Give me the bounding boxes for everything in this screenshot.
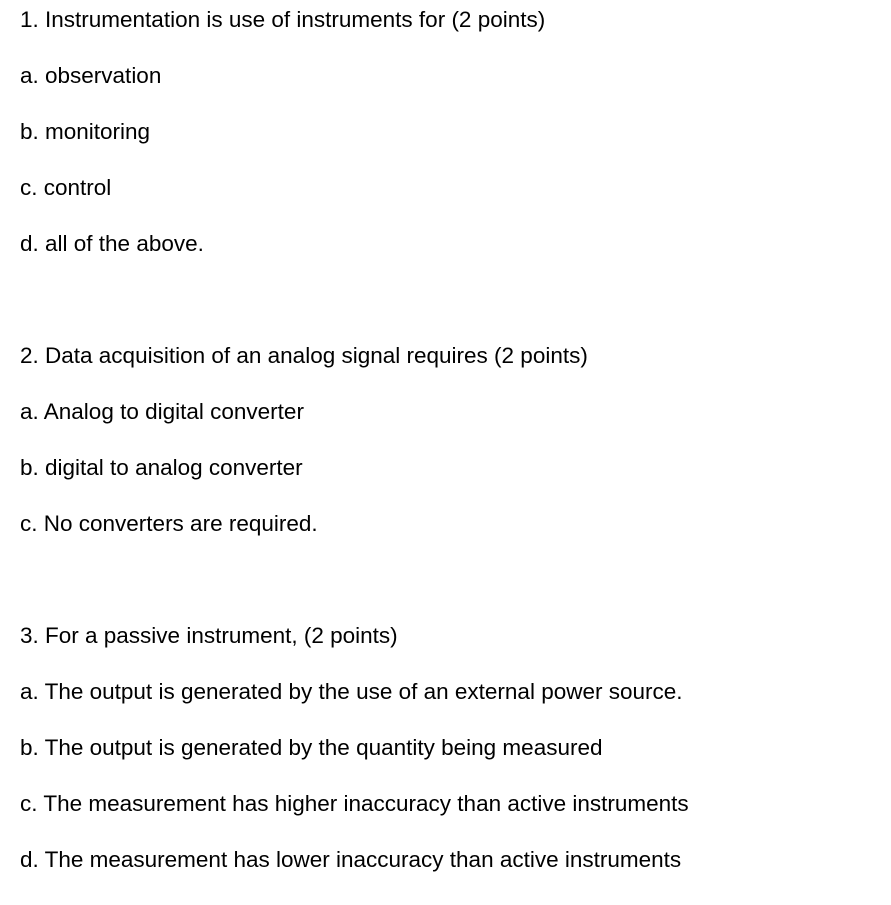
quiz-document <box>20 0 880 874</box>
question-3-option-a: a. The output is generated by the use of an external power source. <box>20 679 683 704</box>
question-1-option-c: c. control <box>20 175 112 200</box>
question-2-option-a: a. Analog to digital converter <box>20 399 304 424</box>
question-2-stem: 2. Data acquisition of an analog signal requires (2 points) <box>20 343 588 368</box>
question-3-stem: 3. For a passive instrument, (2 points) <box>20 623 398 648</box>
question-2-option-c: c. No converters are required. <box>20 511 318 536</box>
question-1 <box>20 6 880 258</box>
question-3-option-d: d. The measurement has lower inaccuracy than active instruments <box>20 847 682 872</box>
question-3 <box>20 622 880 874</box>
question-2 <box>20 342 880 538</box>
question-2-option-b: b. digital to analog converter <box>20 455 303 480</box>
question-1-option-d: d. all of the above. <box>20 231 204 256</box>
question-3-option-c: c. The measurement has higher inaccuracy than active instruments <box>20 791 689 816</box>
question-3-option-b: b. The output is generated by the quantity being measured <box>20 735 603 760</box>
question-1-option-b: b. monitoring <box>20 119 151 144</box>
question-1-stem: 1. Instrumentation is use of instruments for (2 points) <box>20 7 546 32</box>
question-1-option-a: a. observation <box>20 63 162 88</box>
